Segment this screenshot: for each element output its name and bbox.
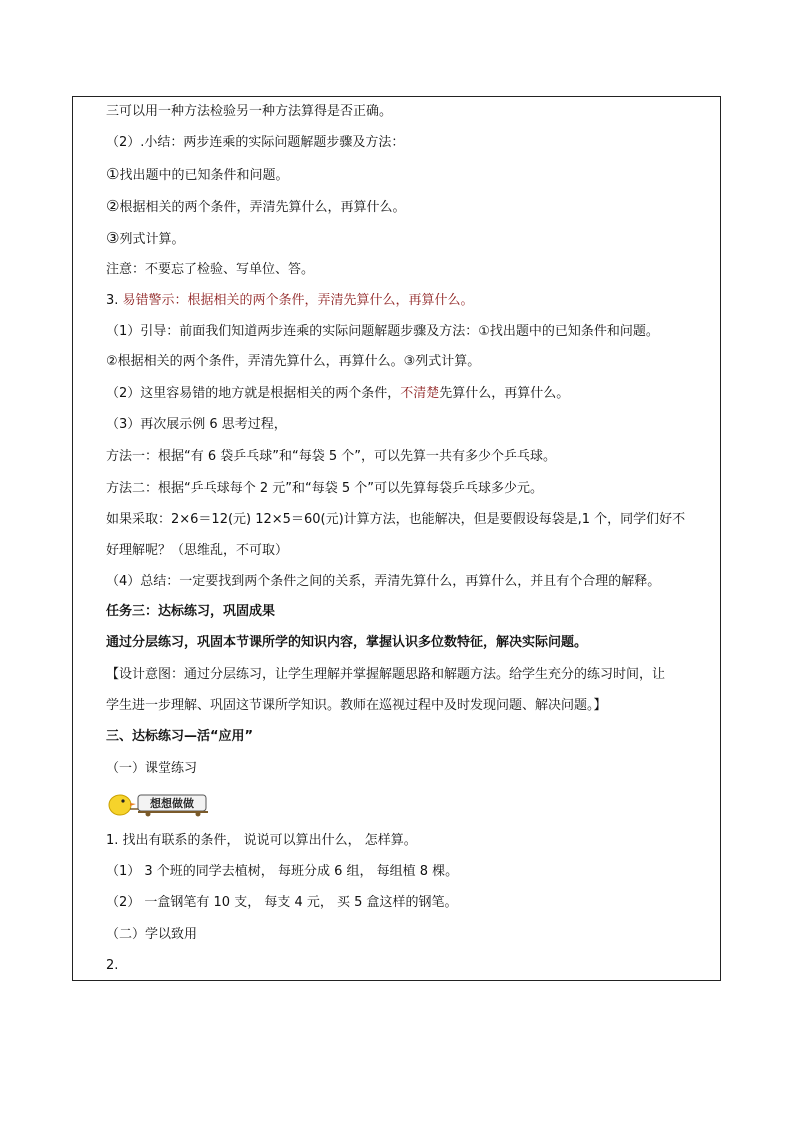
example-line: （3）再次展示例 6 思考过程， <box>106 417 287 432</box>
apply-heading: （二）学以致用 <box>106 927 198 942</box>
warning-text: 易错警示：根据相关的两个条件，弄清先算什么，再算什么。 <box>122 293 474 308</box>
step-1-text: 找出题中的已知条件和问题。 <box>119 168 289 183</box>
text-line-1: 三可以用一种方法检验另一种方法算得是否正确。 <box>106 104 393 119</box>
method-2: 方法二：根据“乒乓球每个 2 元”和“每袋 5 个”可以先算每袋乒乓球多少元。 <box>106 481 544 496</box>
step-2 <box>106 198 706 216</box>
exercise-1-1: （1） 3 个班的同学去植树， 每班分成 6 组， 每组植 8 棵。 <box>106 864 459 879</box>
design-intent-line: 【设计意图：通过分层练习，让学生理解并掌握解题思路和解题方法。给学生充分的练习时间，让 <box>106 667 666 682</box>
exercise-1-2: （2） 一盒钢笔有 10 支， 每支 4 元， 买 5 盒这样的钢笔。 <box>106 895 458 910</box>
guide-line: （1）引导：前面我们知道两步连乘的实际问题解题步骤及方法：①找出题中的已知条件和问题。 <box>106 324 659 339</box>
warning-line <box>106 293 706 309</box>
error-point-c: 先算什么，再算什么。 <box>439 386 570 401</box>
alt-calc-line: 如果采取：2×6＝12(元) 12×5＝60(元)计算方法，也能解决，但是要假设每袋是,1 个，同学们好不 <box>106 512 686 527</box>
chick-on-cart-icon <box>104 789 212 817</box>
summary-line: （4）总结：一定要找到两个条件之间的关系，弄清先算什么，再算什么，并且有个合理的解释。 <box>106 574 661 589</box>
guide-line-cont: ②根据相关的两个条件，弄清先算什么，再算什么。③列式计算。 <box>106 354 481 369</box>
warning-number: 3. <box>106 293 123 308</box>
task-3-heading: 任务三：达标练习，巩固成果 <box>106 604 276 619</box>
section-3-heading: 三、达标练习—活“应用” <box>106 729 254 744</box>
classroom-practice-heading: （一）课堂练习 <box>106 761 198 776</box>
alt-calc-line-cont: 好理解呢？（思维乱，不可取） <box>106 543 289 558</box>
step-3-marker: ③ <box>106 229 120 247</box>
step-1 <box>106 166 706 184</box>
step-2-text: 根据相关的两个条件，弄清先算什么，再算什么。 <box>119 200 406 215</box>
step-3-text: 列式计算。 <box>119 232 185 247</box>
step-1-marker: ① <box>106 165 120 183</box>
step-2-marker: ② <box>106 197 120 215</box>
exercise-2: 2. <box>106 958 119 973</box>
method-1: 方法一：根据“有 6 袋乒乓球”和“每袋 5 个”，可以先算一共有多少个乒乓球。 <box>106 449 557 464</box>
note-line: 注意：不要忘了检验、写单位、答。 <box>106 262 315 277</box>
step-3 <box>106 230 706 248</box>
exercise-1: 1. 找出有联系的条件， 说说可以算出什么， 怎样算。 <box>106 833 417 848</box>
error-point-a: （2）这里容易错的地方就是根据相关的两个条件， <box>106 386 401 401</box>
summary-heading: （2）.小结：两步连乘的实际问题解题步骤及方法： <box>106 135 405 150</box>
error-point-line <box>106 386 706 402</box>
error-point-highlight: 不清楚 <box>400 386 440 401</box>
task-3-desc: 通过分层练习，巩固本节课所学的知识内容，掌握认识多位数特征，解决实际问题。 <box>106 635 588 650</box>
design-intent-line-cont: 学生进一步理解、巩固这节课所学知识。教师在巡视过程中及时发现问题、解决问题。】 <box>106 698 607 713</box>
mascot-label: 想想做做 <box>150 797 194 810</box>
